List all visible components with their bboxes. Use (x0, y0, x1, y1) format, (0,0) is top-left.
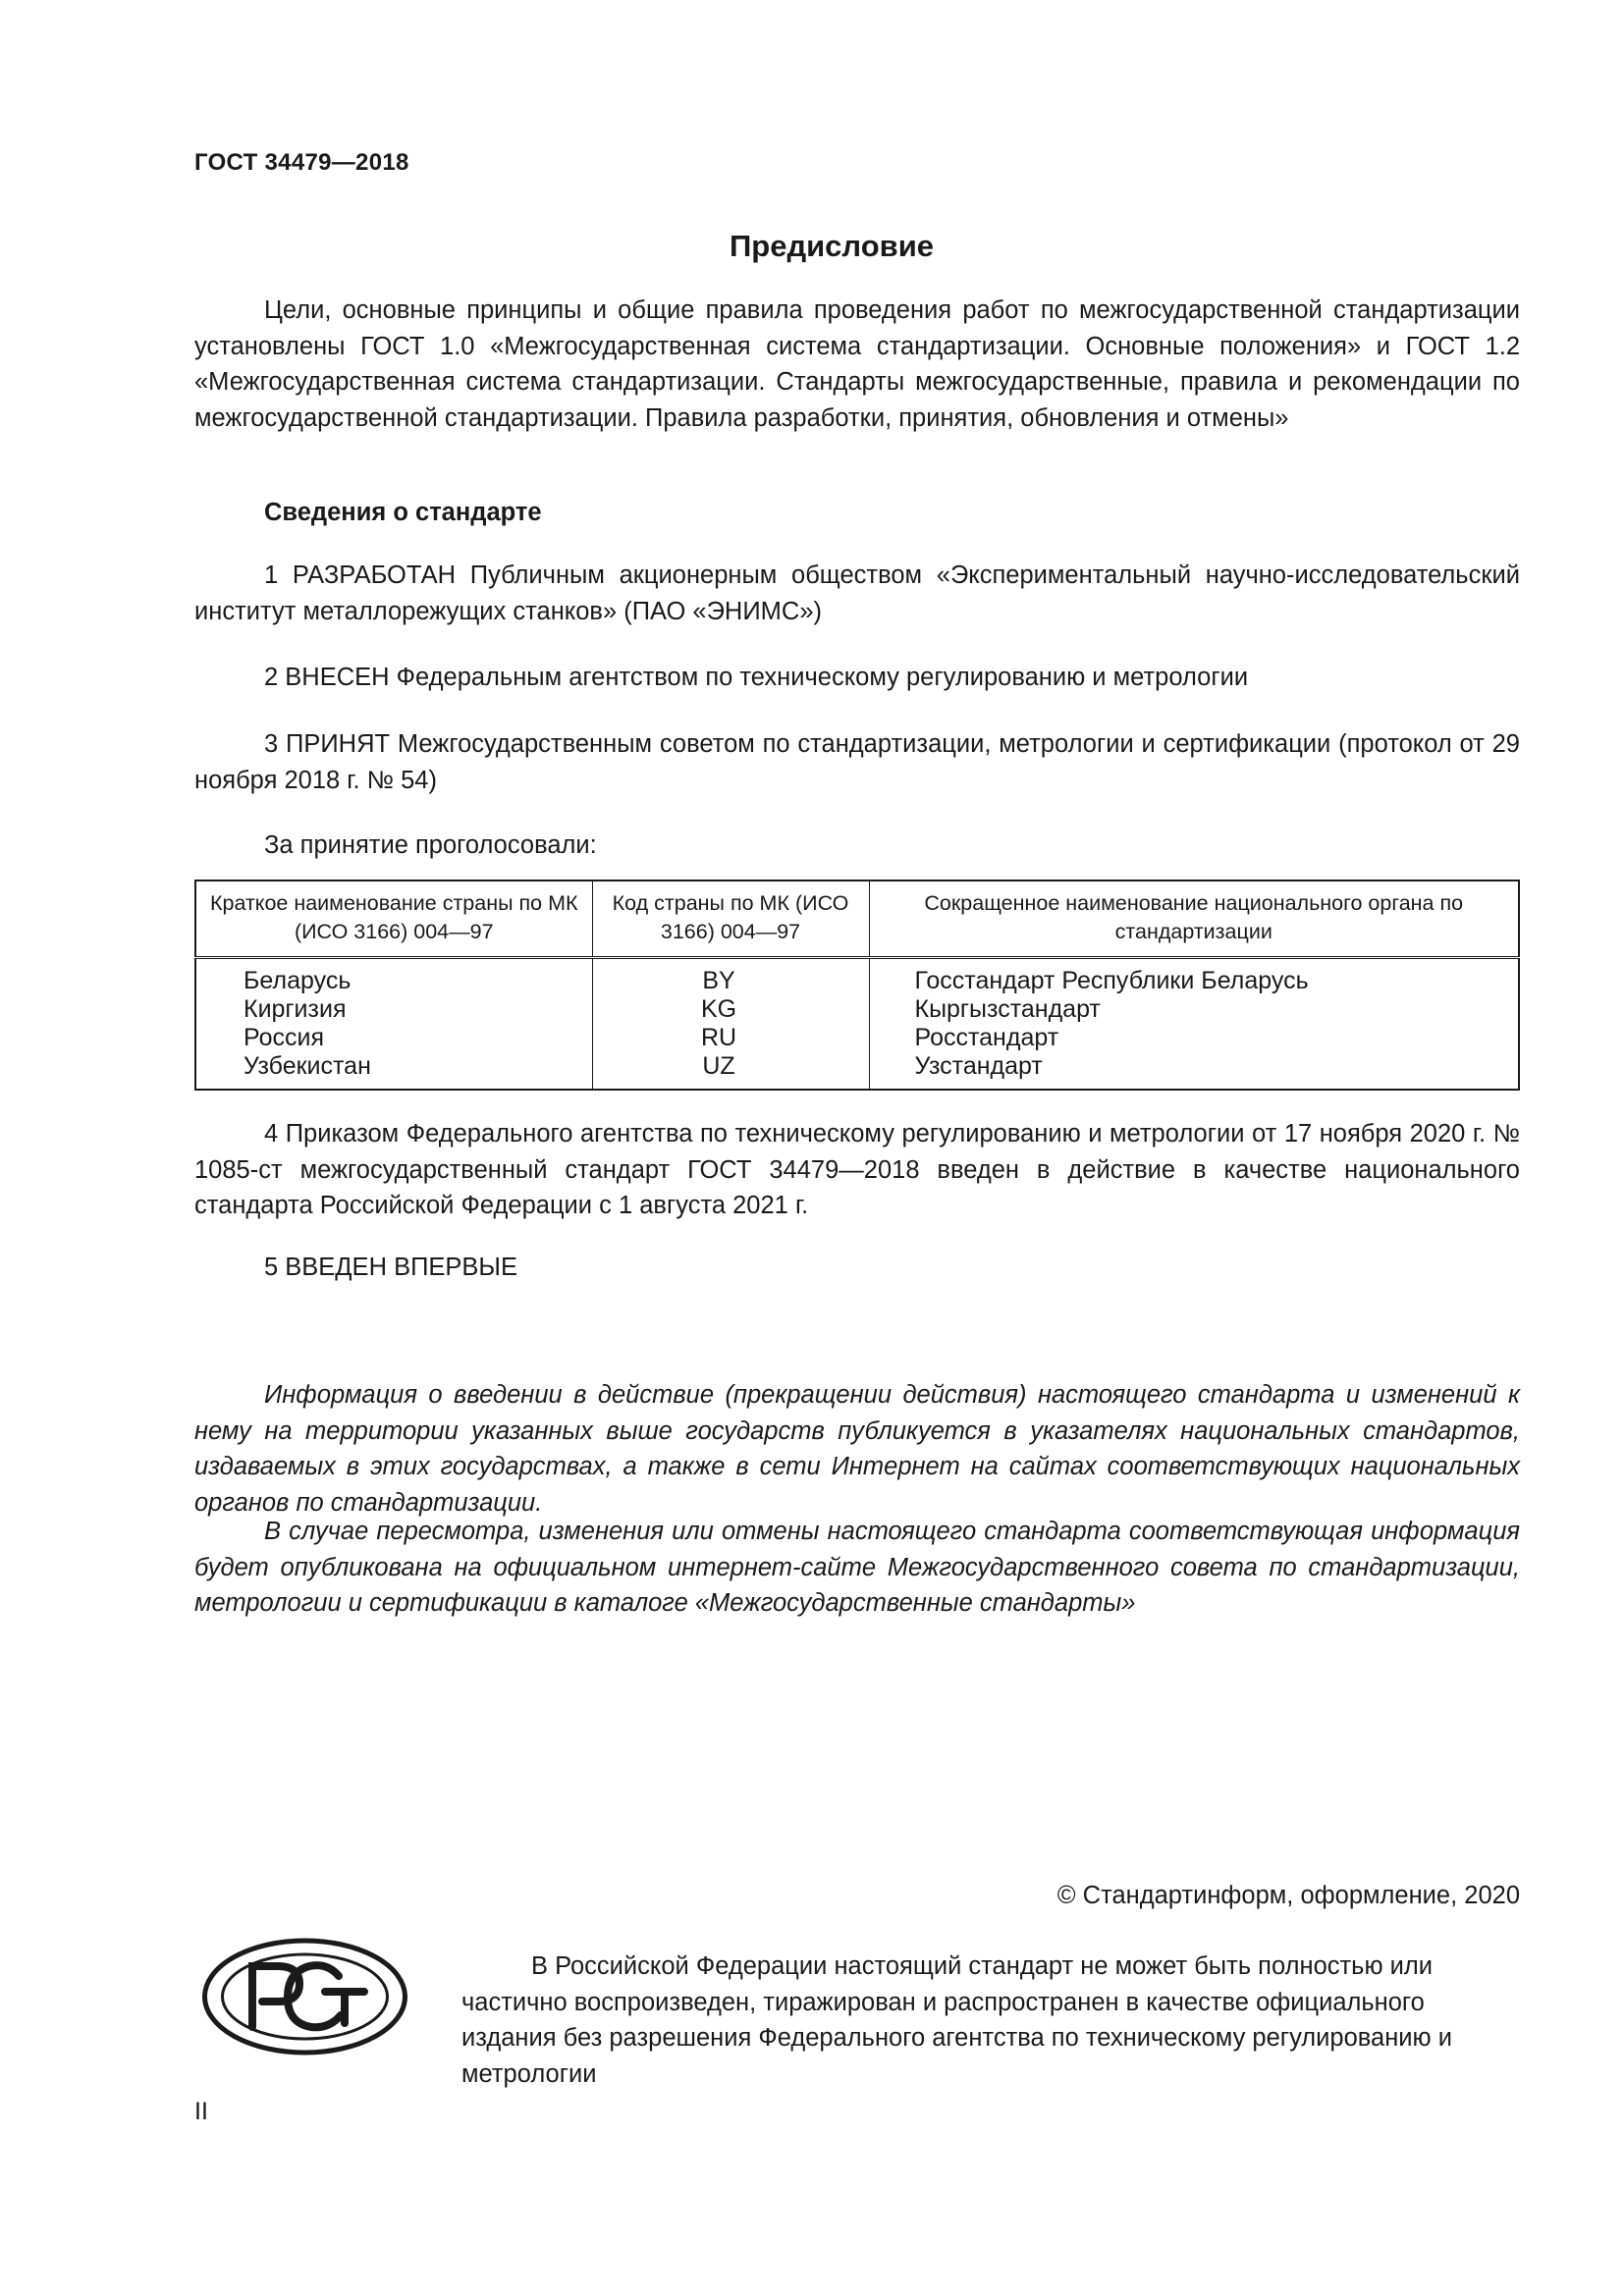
copyright-notice: В Российской Федерации настоящий стандарт не может быть полностью или частично воспроизведен, тиражирован и распространен в качестве официального издания без разрешения Федерального агентства по техническому регулированию и метрологии (461, 1952, 1452, 2088)
country-name: Россия (195, 1024, 592, 1052)
voting-countries-table (194, 880, 1520, 1091)
country-code: KG (592, 995, 869, 1024)
item-5-first-introduced: 5 ВВЕДЕН ВПЕРВЫЕ (264, 1254, 518, 1281)
country-name: Киргизия (195, 995, 592, 1024)
item-4-order: 4 Приказом Федерального агентства по техническому регулированию и метрологии от 17 ноября 2020 г. № 1085-ст межгосударственный стандарт ГОСТ 34479—2018 введен в действие в качестве национального стандарта Российской Федерации с 1 августа 2021 г. (194, 1120, 1520, 1219)
item-2-submitted: 2 ВНЕСЕН Федеральным агентством по техническому регулированию и метрологии (264, 664, 1249, 691)
voted-label: За принятие проголосовали: (264, 831, 597, 859)
table-row (195, 958, 1519, 996)
country-code: BY (592, 958, 869, 996)
rst-logo-icon (201, 1937, 408, 2056)
header-national-body: Сокращенное наименование национального органа по стандартизации (869, 881, 1519, 958)
info-paragraph-2: В случае пересмотра, изменения или отмены настоящего стандарта соответствующая информация будет опубликована на официальном интернет-сайте Межгосударственного совета по стандартизации, метрологии и сертификации в каталоге «Межгосударственные стандарты» (194, 1518, 1520, 1617)
national-body: Кыргызстандарт (869, 995, 1519, 1024)
national-body: Росстандарт (869, 1024, 1519, 1052)
item-1-developed: 1 РАЗРАБОТАН Публичным акционерным обществом «Экспериментальный научно-исследовательский институт металлорежущих станков» (ПАО «ЭНИМС») (194, 561, 1520, 625)
table-header-row (195, 881, 1519, 958)
national-body: Узстандарт (869, 1052, 1519, 1090)
section-heading: Сведения о стандарте (264, 499, 542, 526)
country-code: RU (592, 1024, 869, 1052)
national-body: Госстандарт Республики Беларусь (869, 958, 1519, 996)
table-row (195, 1024, 1519, 1052)
country-name: Узбекистан (195, 1052, 592, 1090)
header-country-name: Краткое наименование страны по МК (ИСО 3166) 004—97 (195, 881, 592, 958)
item-3-adopted: 3 ПРИНЯТ Межгосударственным советом по стандартизации, метрологии и сертификации (протокол от 29 ноября 2018 г. № 54) (194, 730, 1520, 794)
intro-paragraph: Цели, основные принципы и общие правила проведения работ по межгосударственной стандартизации установлены ГОСТ 1.0 «Межгосударственная система стандартизации. Основные положения» и ГОСТ 1.2 «Межгосударственная система стандартизации. Стандарты межгосударственные, правила и рекомендации по межгосударственной стандартизации. Правила разработки, принятия, обновления и отмены» (194, 296, 1520, 432)
country-code: UZ (592, 1052, 869, 1090)
table-row (195, 1052, 1519, 1090)
page-title: Предисловие (729, 229, 934, 263)
country-name: Беларусь (195, 958, 592, 996)
header-country-code: Код страны по МК (ИСО 3166) 004—97 (592, 881, 869, 958)
info-paragraph-1: Информация о введении в действие (прекращении действия) настоящего стандарта и изменений к нему на территории указанных выше государств публикуется в указателях национальных стандартов, издаваемых в этих государствах, а также в сети Интернет на сайтах соответствующих национальных органов по стандартизации. (194, 1381, 1520, 1517)
copyright-line: © Стандартинформ, оформление, 2020 (1056, 1882, 1520, 1909)
page-number: II (194, 2098, 208, 2125)
document-code-header: ГОСТ 34479—2018 (194, 149, 409, 176)
table-row (195, 995, 1519, 1024)
